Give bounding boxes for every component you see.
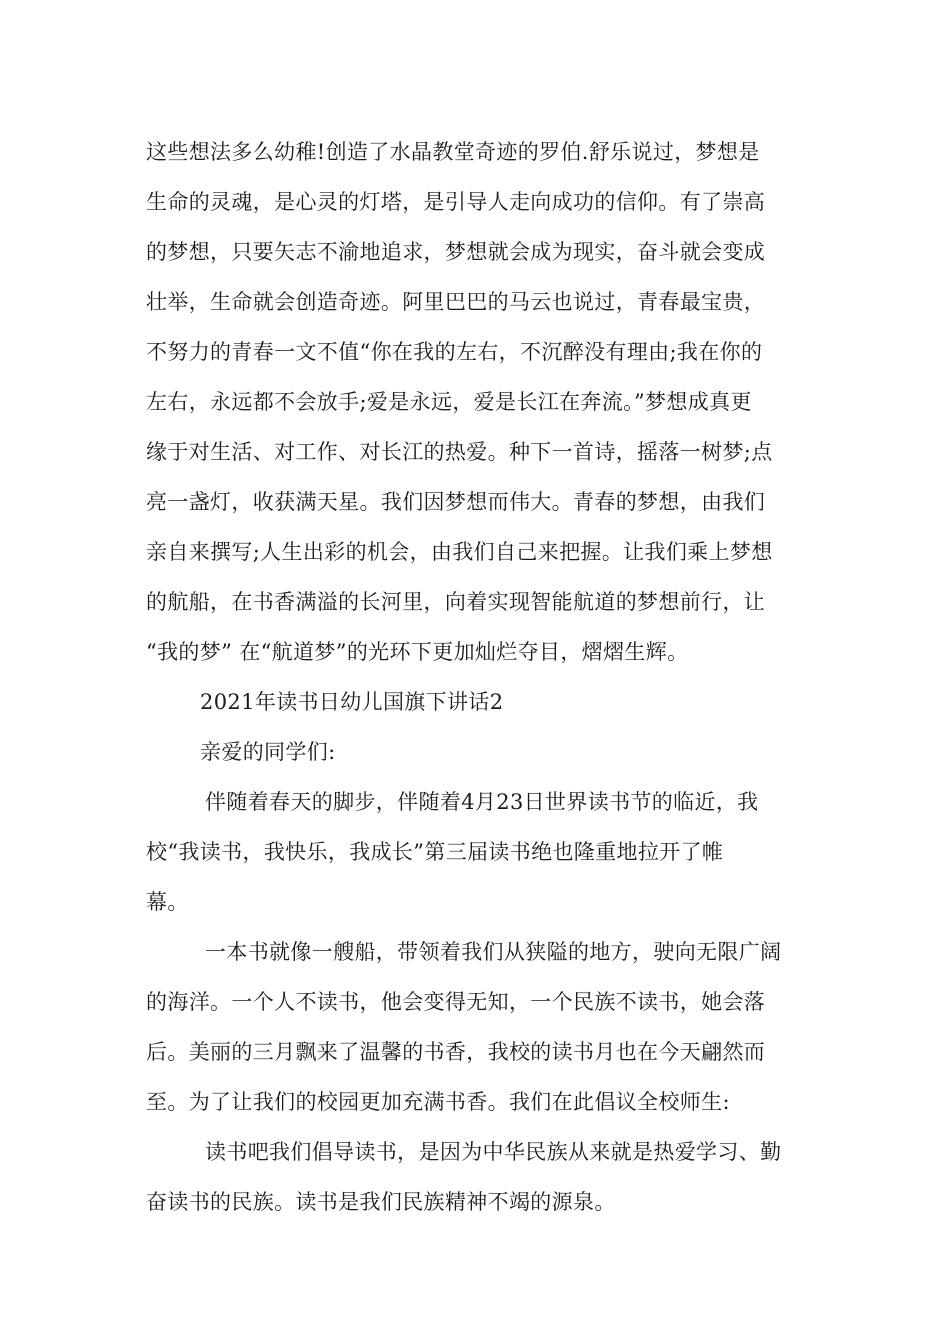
text-line: 幕。 [146,890,189,914]
text-line: 这些想法多么幼稚!创造了水晶教堂奇迹的罗伯.舒乐说过，梦想是 [146,140,760,164]
text-line: 生命的灵魂，是心灵的灯塔，是引导人走向成功的信仰。有了崇高 [146,190,766,214]
text-line: 缘于对生活、对工作、对长江的热爱。种下一首诗，摇落一树梦;点 [146,440,773,464]
text-line: 的梦想，只要矢志不渝地追求，梦想就会成为现实，奋斗就会变成 [146,240,766,264]
text-line: 后。美丽的三月飘来了温馨的书香，我校的读书月也在今天翩然而 [146,1040,766,1064]
text-line: 至。为了让我们的校园更加充满书香。我们在此倡议全校师生: [146,1090,730,1114]
text-line: 亲自来撰写;人生出彩的机会，由我们自己来把握。让我们乘上梦想 [146,540,773,564]
text-line: 左右，永远都不会放手;爱是永远，爱是长江在奔流。”梦想成真更 [146,390,752,414]
text-line: 校“我读书，我快乐，我成长”第三届读书绝也隆重地拉开了帷 [146,840,724,864]
paragraph-start: 一本书就像一艘船，带领着我们从狭隘的地方，驶向无限广阔 [205,940,782,964]
salutation: 亲爱的同学们: [200,740,336,764]
text-line: 的海洋。一个人不读书，他会变得无知，一个民族不读书，她会落 [146,990,766,1014]
paragraph-start: 读书吧我们倡导读书，是因为中华民族从来就是热爱学习、勤 [205,1140,782,1164]
text-line: “我的梦” 在“航道梦”的光环下更加灿烂夺目，熠熠生辉。 [146,640,689,664]
text-line: 壮举，生命就会创造奇迹。阿里巴巴的马云也说过，青春最宝贵， [146,290,766,314]
text-line: 奋读书的民族。读书是我们民族精神不竭的源泉。 [146,1190,616,1214]
text-line: 不努力的青春一文不值“你在我的左右，不沉醉没有理由;我在你的 [146,340,763,364]
text-line: 亮一盏灯，收获满天星。我们因梦想而伟大。青春的梦想，由我们 [146,490,766,514]
paragraph-start: 伴随着春天的脚步，伴随着4月23日世界读书节的临近，我 [205,790,759,814]
section-heading: 2021年读书日幼儿国旗下讲话2 [200,690,504,714]
text-line: 的航船，在书香满溢的长河里，向着实现智能航道的梦想前行，让 [146,590,766,614]
